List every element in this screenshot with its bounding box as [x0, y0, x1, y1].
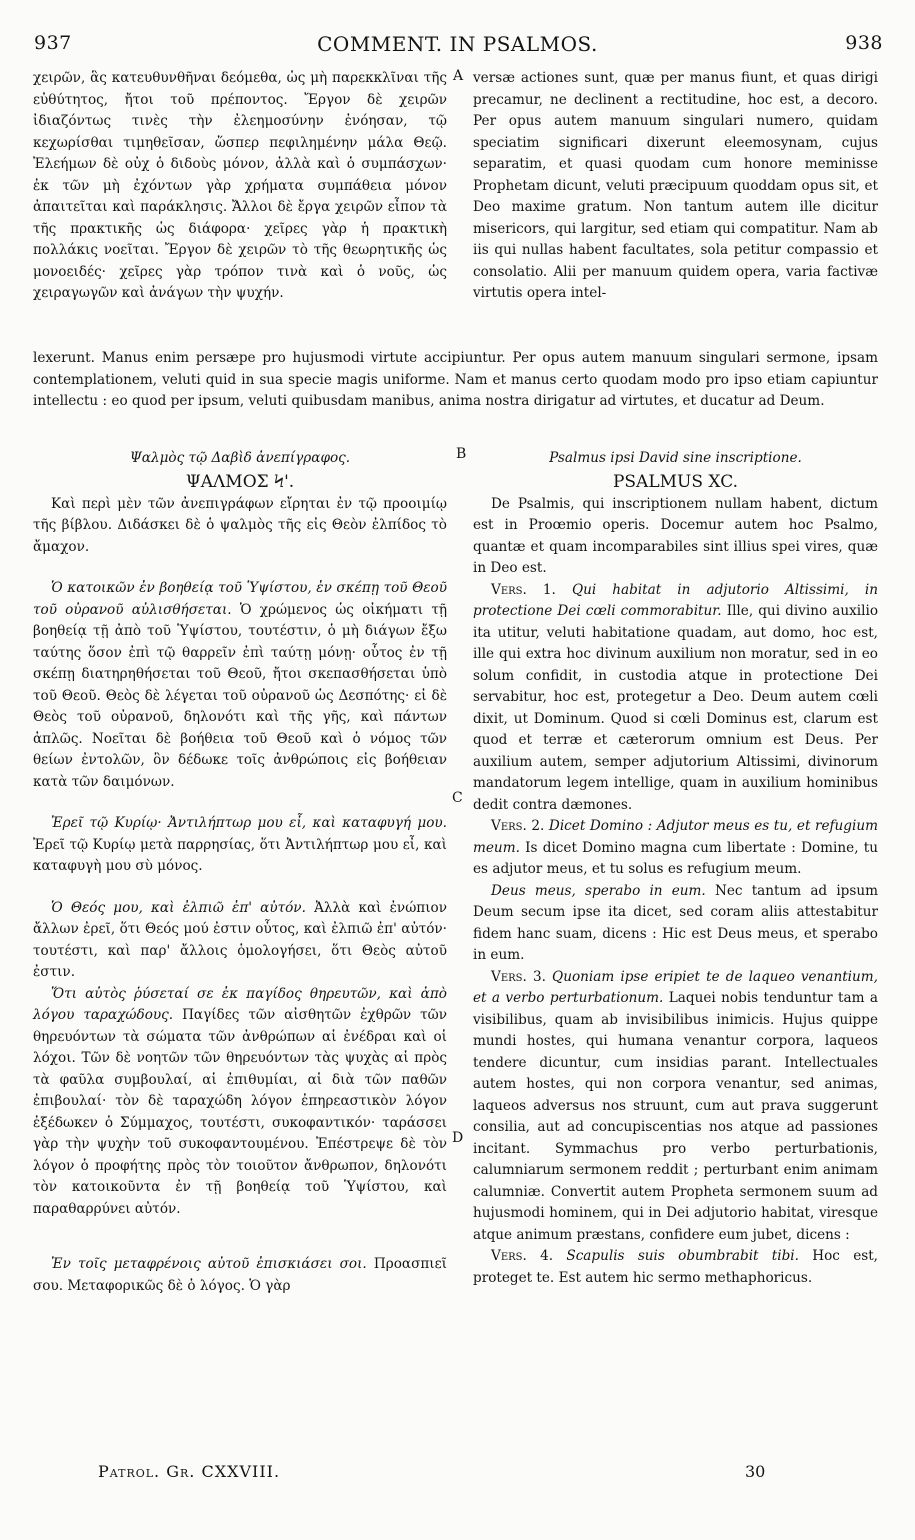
greek-verse-2b-text: Ἀλλὰ καὶ ἐνώπιον ἄλλων ἐρεῖ, ὅτι Θεός μού ἐστιν οὗτος, καὶ ἐλπιῶ ἐπ' αὐτόν· τουτέστι, καὶ παρ' ἄλλοις ὁμολογήσει, ὅτι Θεὸς αὐτοῦ ἐστιν. — [33, 899, 447, 980]
margin-letter-c: C — [452, 790, 463, 806]
latin-verse-4-lemma: Scapulis suis obumbrabit tibi. — [566, 1248, 799, 1264]
margin-letter-b: B — [456, 446, 467, 462]
greek-psalm-heading: ΨΑΛΜΟΣ Ϟ'. — [185, 471, 295, 492]
greek-column — [33, 448, 447, 1297]
greek-verse-2b — [33, 898, 447, 984]
latin-verse-2-lemma: Dicet Domino : Adjutor meus es tu, et refugium meum. — [473, 818, 879, 856]
latin-paragraph-top: versæ actiones sunt, quæ per manus fiunt, et quas dirigi precamur, ne declinent a rectitudine, hoc est, a decoro. Per opus autem manuum singulari numero, quidam speciatim significari dixerunt eleemosynam, cujus separatim, et quasi quodam cum honore meminisse Prophetam dicunt, veluti præcipuum quoddam opus sit, et Deo maxime gratum. Non tantum autem ille dicitur misericors, qui largitur, sed etiam qui compatitur. Nam ab iis qui nullas habent facultates, sola petitur compassio et consolatio. Alii per manuum quidem opera, varia factivæ virtutis opera intel- — [473, 70, 878, 301]
latin-column — [473, 448, 878, 1289]
latin-column-top — [473, 68, 878, 305]
latin-verse-3 — [473, 967, 878, 1247]
latin-verse-1-lemma: Qui habitat in adjutorio Altissimi, in protectione Dei cœli commorabitur. — [473, 581, 878, 619]
latin-verse-4-text: Hoc est, proteget te. Est autem hic sermo methaphoricus. — [473, 1248, 879, 1286]
latin-verse-2-label: Vers. 2. — [491, 818, 545, 834]
greek-verse-2 — [33, 813, 447, 878]
latin-verse-2b-lemma: Deus meus, sperabo in eum. — [491, 882, 706, 899]
latin-verse-2 — [473, 816, 878, 881]
running-title: COMMENT. IN PSALMOS. — [317, 32, 598, 56]
greek-verse-3-lemma: Ὅτι αὐτὸς ῥύσεταί σε ἐκ παγίδος θηρευτῶν, καὶ ἀπὸ λόγου ταραχώδους. — [33, 985, 447, 1023]
greek-verse-2-lemma: Ἐρεῖ τῷ Κυρίῳ· Ἀντιλήπτωρ μου εἶ, καὶ καταφυγή μου. — [51, 815, 447, 831]
latin-verse-1 — [473, 580, 878, 817]
latin-verse-2b — [473, 881, 878, 967]
footer-sheet-number: 30 — [745, 1462, 766, 1481]
latin-subtitle: Psalmus ipsi David sine inscriptione. — [549, 450, 802, 466]
latin-verse-2b-text: Nec tantum ad ipsum Deum secum ipse ita dicet, sed coram aliis attestabitur fidem hanc suam, dicens : Hic est Deus meus, et sperabo in eum. — [473, 882, 878, 963]
greek-verse-1-lemma: Ὁ κατοικῶν ἐν βοηθείᾳ τοῦ Ὑψίστου, ἐν σκέπῃ τοῦ Θεοῦ τοῦ οὐρανοῦ αὐλισθήσεται. — [33, 580, 447, 618]
latin-verse-3-label: Vers. 3. — [491, 968, 546, 985]
greek-paragraph-top: χειρῶν, ἃς κατευθυνθῆναι δεόμεθα, ὡς μὴ παρεκκλῖναι τῆς εὐθύτητος, ἤτοι τοῦ πρέποντος. Ἔργον δὲ χειρῶν ἰδιαζόντως τινὲς τὴν ἐλεημοσύνην ἐνόησαν, τῷ κεχωρίσθαι τιμηθεῖσαν, ὥσπερ πεφιλημένην μάλα Θεῷ. Ἐλεήμων δὲ οὐχ ὁ διδοὺς μόνον, ἀλλὰ καὶ ὁ συμπάσχων· ἐκ τῶν μὴ ἐχόντων γὰρ χρήματα συμπάθεια μόνον ἀπαιτεῖται καὶ παράκλησις. Ἄλλοι δὲ ἔργα χειρῶν εἶπον τὰ τῆς πρακτικῆς ὡς διάφορα· χεῖρες γὰρ ἡ πρακτικὴ πολλάκις νοεῖται. Ἔργον δὲ χειρῶν τὸ τῆς θεωρητικῆς ὡς μονοειδές· χεῖρες γὰρ τρόπον τινὰ καὶ ὁ νοῦς, ὡς χειραγωγῶν καὶ ἀνάγων τὴν ψυχήν. — [33, 70, 447, 301]
latin-verse-3-lemma: Quoniam ipse eripiet te de laqueo venantium, et a verbo perturbationum. — [473, 968, 878, 1006]
greek-verse-1 — [33, 578, 447, 793]
latin-verse-3-text: Laquei nobis tenduntur tam a visibilibus, quam ab invisibilibus inimicis. Hujus quippe mundi hostes, qui humana venantur corpora, laqueos tendere dicuntur, cum insidias parant. Intellectuales autem hostes, qui non corpora venantur, sed animas, laqueos adversus nos struunt, cum aut prava suggerunt consilia, aut ad concupiscentias nos atque ad passiones incitant. Symmachus pro verbo perturbationis, calumniarum sermonem reddit ; perturbant enim animam calumniæ. Convertit autem Propheta sermonem suum ad hujusmodi hominem, qui in Dei adjutorio habitat, viresque atque animum præstans, confidere eum jubet, dicens : — [473, 990, 879, 1243]
margin-letter-a: A — [453, 68, 464, 84]
latin-verse-2-text: Is dicet Domino magna cum libertate : Domine, tu es adjutor meus, et tu solus es refugium meum. — [473, 839, 878, 877]
greek-intro: Καὶ περὶ μὲν τῶν ἀνεπιγράφων εἴρηται ἐν τῷ προοιμίῳ τῆς βίβλου. Διδάσκει δὲ ὁ ψαλμὸς τῆς εἰς Θεὸν ἐλπίδος τὸ ἄμαχον. — [33, 495, 447, 555]
latin-verse-1-label: Vers. 1. — [491, 581, 556, 598]
greek-verse-2b-lemma: Ὁ Θεός μου, καὶ ἐλπιῶ ἐπ' αὐτόν. — [51, 899, 306, 916]
latin-verse-4 — [473, 1246, 878, 1289]
latin-psalm-heading: PSALMUS XC. — [612, 471, 739, 492]
greek-column-top — [33, 68, 447, 305]
latin-full-text: lexerunt. Manus enim persæpe pro hujusmodi virtute accipiuntur. Per opus autem manuum singulari sermone, ipsam contemplationem, veluti quid in sua specie magis uniforme. Nam et manus certo quodam modo pro ipso etiam capiuntur intellectu : eo quod per ipsum, veluti quibusdam manibus, anima nostra dirigatur ad virtutes, et ducatur ad Deum. — [33, 350, 878, 409]
latin-intro: De Psalmis, qui inscriptionem nullam habent, dictum est in Proœmio operis. Docemur autem hoc Psalmo, quantæ et quam incomparabiles sint illius spei vires, quæ in Deo est. — [473, 495, 878, 576]
margin-letter-d: D — [452, 1130, 464, 1146]
latin-verse-1-text: Ille, qui divino auxilio ita utitur, veluti habitatione quadam, aut domo, hoc est, ille qui extra hoc divinum auxilium non moratur, sed in eo solum confidit, in custodia atque in protectione Dei servabitur, hoc est, protegetur a Deo. Deum autem cœli dixit, ut Dominum. Quod si cœli Dominus est, clarum est quod et terræ et cæterorum omnium est Deus. Per auxilium autem, semper adjutorium Altissimi, divinorum mandatorum legem intellige, quam in auxilium hominibus dedit contra dæmones. — [473, 603, 879, 813]
greek-verse-4-text: Προασπιεῖ σου. Μεταφορικῶς δὲ ὁ λόγος. Ὁ γὰρ — [33, 1256, 447, 1294]
greek-subtitle: Ψαλμὸς τῷ Δαβὶδ ἀνεπίγραφος. — [129, 450, 351, 466]
page-number-left: 937 — [34, 32, 72, 54]
greek-verse-1-text: Ὁ χρώμενος ὡς οἰκήματι τῇ βοηθείᾳ τῇ ἀπὸ τοῦ Ὑψίστου, τουτέστιν, ὁ μὴ διάγων ἔξω ταύτης ὅσον ἐπὶ τῷ θαρρεῖν ἐπὶ ταύτῃ μόνῃ· οὗτος ἐν τῇ σκέπῃ διατηρηθήσεται τοῦ Θεοῦ, ἤτοι σκεπασθήσεται ὑπὸ τοῦ Θεοῦ. Θεὸς δὲ λέγεται τοῦ οὐρανοῦ ὡς Δεσπότης· εἰ δὲ Θεὸς τοῦ οὐρανοῦ, δηλονότι καὶ τῆς γῆς, καὶ πάντων ἁπλῶς. Νοεῖται δὲ βοήθεια τοῦ Θεοῦ καὶ ὁ νόμος τῶν θείων ἐντολῶν, ὃν δέδωκε τοῖς ἀνθρώποις εἰς βοήθειαν κατὰ τῶν δαιμόνων. — [33, 601, 447, 790]
latin-verse-4-label: Vers. 4. — [491, 1248, 554, 1264]
greek-verse-4-lemma: Ἐν τοῖς μεταφρένοις αὐτοῦ ἐπισκιάσει σοι. — [51, 1256, 367, 1272]
greek-verse-3 — [33, 984, 447, 1221]
greek-verse-4 — [33, 1254, 447, 1297]
page-number-right: 938 — [845, 32, 883, 54]
footer-signature: Patrol. Gr. CXXVIII. — [98, 1462, 281, 1481]
latin-full-width-paragraph — [33, 348, 878, 413]
greek-verse-2-text: Ἐρεῖ τῷ Κυρίῳ μετὰ παρρησίας, ὅτι Ἀντιλήπτωρ μου εἶ, καὶ καταφυγὴ μου σὺ μόνος. — [33, 836, 447, 874]
greek-verse-3-text: Παγίδες τῶν αἰσθητῶν ἐχθρῶν τῶν θηρευόντων τὰ σώματα τῶν ἀνθρώπων αἱ ἐνέδραι καὶ οἱ λόχοι. Τῶν δὲ νοητῶν τῶν θηρευόντων τὰς ψυχὰς αἱ πρὸς τὰ φαῦλα συμβουλαί, αἱ ἐπιθυμίαι, αἱ διὰ τῶν παθῶν ἐπιβουλαί· τὸν δὲ ταραχώδη λόγον ἐπηρεαστικὸν λόγον ἐξέδωκεν ὁ Σύμμαχος, τουτέστι, συκοφαντικόν· ταράσσει γὰρ τὴν ψυχὴν τοῦ συκοφαντουμένου. Ἐπέστρεψε δὲ τὸν λόγον ὁ προφήτης πρὸς τὸν τοιοῦτον ἄνθρωπον, δηλονότι τὸν κατοικοῦντα ἐν τῇ βοηθείᾳ τοῦ Ὑψίστου, καὶ παραθαρρύνει αὐτόν. — [33, 1007, 447, 1217]
